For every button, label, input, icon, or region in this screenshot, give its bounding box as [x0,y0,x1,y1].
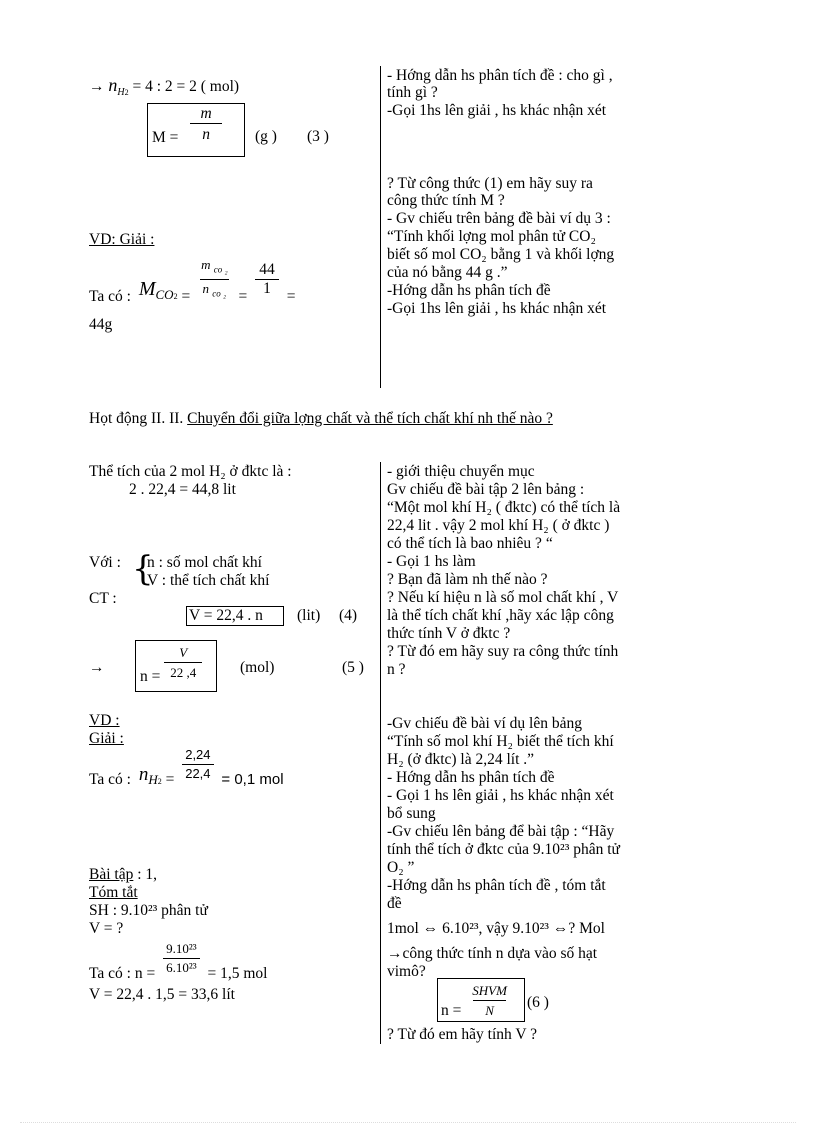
formula-3-unit: (g ) [255,128,277,145]
section-heading: Họt động II. II. Chuyển đổi giữa lợng chất và thể tích chất khí nh thế nào ? [89,410,553,427]
sh-line: SH : 9.10²³ phân tử [89,902,208,919]
formula-4: V = 22,4 . n [189,607,263,624]
bottom-right-line-20: O₂ ” [387,859,415,876]
top-right-line-2: -Gọi 1hs lên giải , hs khác nhận xét [387,102,607,119]
bottom-right-line-6: ? Bạn đã làm nh thế nào ? [387,571,548,588]
bottom-right-line-14: H₂ (ở đktc) là 2,24 lít .” [387,751,535,768]
bottom-right-line-11: n ? [387,661,406,678]
top-right-line-1: tính gì ? [387,84,438,101]
formula-5-number: (5 ) [342,659,364,676]
top-right-line-8: của nó bằng 44 g .” [387,264,508,281]
v-definition: V : thể tích chất khí [147,572,270,589]
n-definition: n : số mol chất khí [147,554,262,571]
top-right-line-3: ? Từ công thức (1) em hãy suy ra [387,175,593,192]
v-question: V = ? [89,920,124,937]
bottom-right-line-8: là thể tích chất khí ,hãy xác lập công [387,607,614,624]
voi-label: Với : [89,554,121,571]
bottom-right-line-15: - Hớng dẫn hs phân tích đề [387,769,555,786]
bottom-right-line-7: ? Nếu kí hiệu n là số mol chất khí , V [387,589,619,606]
bottom-right-line-21: -Hớng dẫn hs phân tích đề , tóm tắt [387,877,606,894]
top-right-line-0: - Hớng dẫn hs phân tích đề : cho gì , [387,67,613,84]
formula-4-number: (4) [339,607,358,624]
bottom-right-line-23: 1mol ⇔ 6.10²³, vậy 9.10²³ ⇔? Mol [387,920,605,937]
top-right-line-10: -Gọi 1hs lên giải , hs khác nhận xét [387,300,607,317]
n-equation: Ta có : n = $\frac{\text{9.10²³}}{\text{6.10²³}}$ = 1,5 mol [89,941,268,983]
intro-calc: 2 . 22,4 = 44,8 lit [129,481,236,498]
v-final: V = 22,4 . 1,5 = 33,6 lít [89,986,235,1003]
mco2-equation: Ta có : $M_{CO2}$ = $\frac{m _{co _2}}{n _{co _2}}$ = $\frac{44}{1}$ = [89,257,296,305]
bottom-right-line-2: “Một mol khí H₂ ( đktc) có thể tích là [387,499,621,516]
baitap-label: Bài tập : 1, [89,866,158,883]
bottom-right-line-25: vimô? [387,963,426,980]
bottom-right-line-12: -Gv chiếu đề bài ví dụ lên bảng [387,715,582,732]
column-divider-top [380,66,381,388]
top-right-line-9: -Hớng dẫn hs phân tích đề [387,282,551,299]
nh2-equation: Ta có : $n_{H2}$ = $\frac{2,24}{22,4}$ = 0,1 mol [89,747,284,789]
top-right-line-5: - Gv chiếu trên bảng đề bài ví dụ 3 : [387,210,611,227]
ct-label: CT : [89,590,117,607]
bottom-right-line-0: - giới thiệu chuyển mục [387,463,535,480]
vd-label-2: VD : [89,712,120,729]
formula-3: M = $\frac{m}{n}$ [152,105,226,144]
bottom-right-line-4: có thể tích là bao nhiêu ? “ [387,535,553,552]
top-right-line-6: “Tính khối lợng mol phân tử CO₂ [387,228,596,245]
bottom-right-line-3: 22,4 lit . vậy 2 mol khí H₂ ( ở đktc ) [387,517,610,534]
bottom-right-line-5: - Gọi 1 hs làm [387,553,476,570]
top-right-line-7: biết số mol CO₂ bằng 1 và khối lợng [387,246,615,263]
bottom-right-line-30: ? Từ đó em hãy tính V ? [387,1026,538,1043]
arrow-icon: → [89,78,105,95]
bottom-right-line-19: tính thể tích ở đktc của 9.10²³ phân tử [387,841,620,858]
formula-5: n = $\frac{V}{22 ,4}$ [140,644,206,682]
formula-6-number: (6 ) [527,994,549,1011]
giai-label: Giải : [89,730,124,747]
bottom-right-line-16: - Gọi 1 hs lên giải , hs khác nhận xét [387,787,614,804]
column-divider-bottom [380,462,381,1044]
bottom-right-line-24: →công thức tính n dựa vào số hạt [387,945,598,962]
nh2-formula: → $n_{H2} = 4$ : 2 = 2 ( mol) [89,75,240,99]
bottom-right-line-18: -Gv chiếu lên bảng để bài tập : “Hãy [387,823,615,840]
bottom-right-line-9: thức tính V ở đktc ? [387,625,511,642]
bottom-right-line-17: bổ sung [387,805,436,822]
vd-label: VD: Giải : [89,231,155,248]
bottom-right-line-1: Gv chiếu đề bài tập 2 lên bảng : [387,481,585,498]
bottom-right-line-22: đề [387,895,402,912]
formula-6: n = $\frac{\text{SHVM}}{N}$ [441,983,507,1019]
mco2-result: 44g [89,316,113,333]
formula-4-unit: (lit) [297,607,321,624]
intro-text: Thể tích của 2 mol H₂ ở đktc là : [89,463,292,480]
top-right-line-4: công thức tính M ? [387,192,505,209]
formula-3-number: (3 ) [307,128,329,145]
bottom-right-line-13: “Tính số mol khí H₂ biết thể tích khí [387,733,614,750]
arrow-icon: → [89,659,105,676]
tomtat-label: Tóm tắt [89,884,138,901]
formula-5-unit: (mol) [240,659,275,676]
brace-icon: { [132,549,154,589]
bottom-right-line-10: ? Từ đó em hãy suy ra công thức tính [387,643,619,660]
